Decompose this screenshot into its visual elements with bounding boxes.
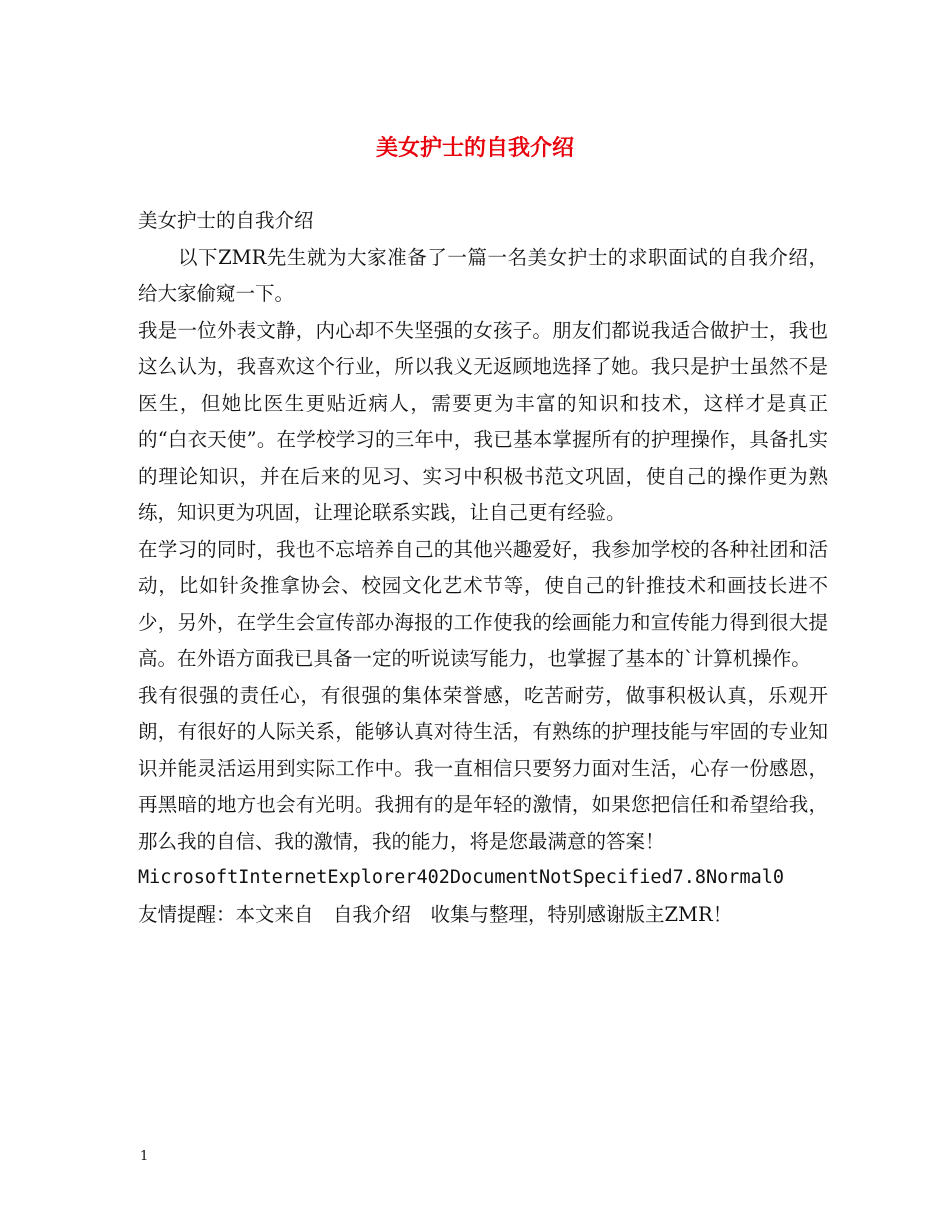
document-title: 美女护士的自我介绍 (375, 135, 574, 161)
metadata-line: MicrosoftInternetExplorer402DocumentNotSpecified7.8Normal0 (138, 867, 785, 888)
reminder-paragraph: 友情提醒：本文来自 自我介绍 收集与整理，特别感谢版主ZMR！ (138, 902, 733, 926)
intro-paragraph: 以下ZMR先生就为大家准备了一篇一名美女护士的求职面试的自我介绍，给大家偷窥一下。 (138, 245, 828, 305)
page-number: 1 (140, 1149, 149, 1164)
body-paragraph-2: 在学习的同时，我也不忘培养自己的其他兴趣爱好，我参加学校的各种社团和活动，比如针灸推拿协会、校园文化艺术节等，使自己的针推技术和画技长进不少，另外，在学生会宣传部办海报的工作使我的绘画能力和宣传能力得到很大提高。在外语方面我已具备一定的听说读写能力，也掌握了基本的`计算机操作。 (138, 537, 828, 670)
subtitle-paragraph: 美女护士的自我介绍 (138, 209, 314, 232)
body-paragraph-1: 我是一位外表文静，内心却不失坚强的女孩子。朋友们都说我适合做护士，我也这么认为，我喜欢这个行业，所以我义无返顾地选择了她。我只是护士虽然不是医生，但她比医生更贴近病人，需要更为丰富的知识和技术，这样才是真正的“白衣天使”。在学校学习的三年中，我已基本掌握所有的护理操作，具备扎实的理论知识，并在后来的见习、实习中积极书范文巩固，使自己的操作更为熟练，知识更为巩固，让理论联系实践，让自己更有经验。 (138, 318, 828, 524)
body-paragraph-3: 我有很强的责任心，有很强的集体荣誉感，吃苦耐劳，做事积极认真，乐观开朗，有很好的人际关系，能够认真对待生活，有熟练的护理技能与牢固的专业知识并能灵活运用到实际工作中。我一直相信只要努力面对生活，心存一份感恩，再黑暗的地方也会有光明。我拥有的是年轻的激情，如果您把信任和希望给我，那么我的自信、我的激情，我的能力，将是您最满意的答案！ (138, 683, 828, 853)
document-body (138, 203, 828, 933)
